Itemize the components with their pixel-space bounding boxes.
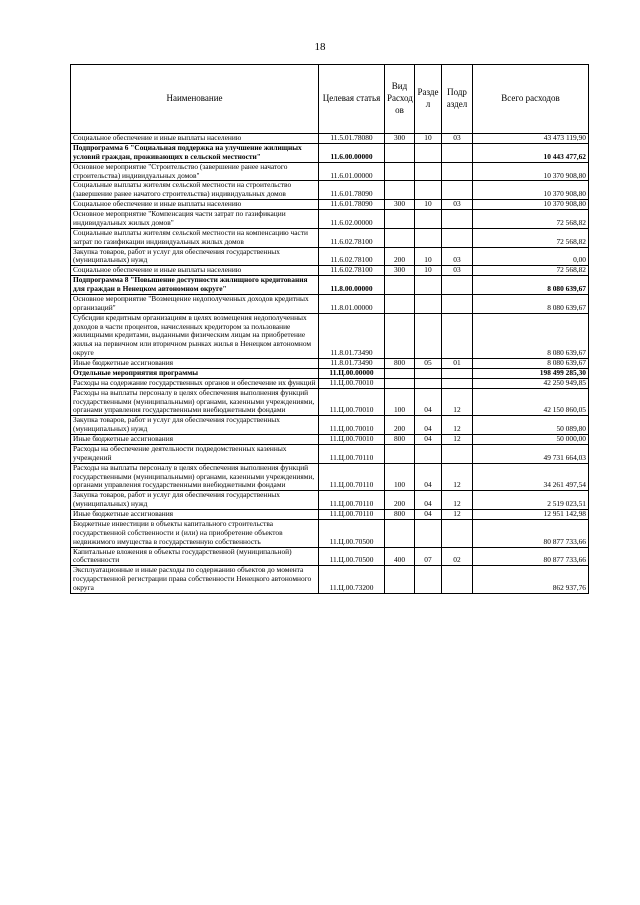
row-expense-type <box>385 378 415 388</box>
row-target-item: 11.Ц.00.70500 <box>319 519 385 547</box>
row-target-item: 11.6.02.00000 <box>319 210 385 229</box>
row-section <box>415 519 442 547</box>
row-target-item: 11.Ц.00.00000 <box>319 368 385 378</box>
row-target-item: 11.6.00.00000 <box>319 143 385 162</box>
row-name: Эксплуатационные и иные расходы по содержанию объектов до момента государственной регистрации права собственности Ненецкого автономного округа <box>71 566 319 594</box>
row-expense-type <box>385 566 415 594</box>
row-expense-type: 200 <box>385 491 415 510</box>
row-total: 80 877 733,66 <box>473 547 589 566</box>
row-expense-type <box>385 276 415 295</box>
header-section: Разде л <box>415 65 442 134</box>
row-name: Подпрограмма 6 "Социальная поддержка на улучшение жилищных условий граждан, проживающих в сельской местности" <box>71 143 319 162</box>
table-row <box>71 143 589 162</box>
row-subsection <box>442 162 473 181</box>
table-row <box>71 368 589 378</box>
table-body <box>71 134 589 594</box>
row-subsection <box>442 210 473 229</box>
row-section: 10 <box>415 266 442 276</box>
row-subsection: 01 <box>442 359 473 369</box>
row-expense-type: 200 <box>385 247 415 266</box>
row-section: 04 <box>415 463 442 491</box>
row-target-item: 11.6.02.78100 <box>319 247 385 266</box>
row-name: Социальное обеспечение и иные выплаты населению <box>71 134 319 144</box>
row-total: 72 568,82 <box>473 266 589 276</box>
row-target-item: 11.Ц.00.70010 <box>319 435 385 445</box>
row-total: 50 000,00 <box>473 435 589 445</box>
row-name: Расходы на выплаты персоналу в целях обеспечения выполнения функций государственными (муниципальными) органами, казенными учреждениями, органами управления государственными внебюджетными фондами <box>71 388 319 416</box>
row-expense-type: 200 <box>385 416 415 435</box>
row-target-item: 11.8.00.00000 <box>319 276 385 295</box>
row-total: 50 089,80 <box>473 416 589 435</box>
row-name: Расходы на содержание государственных органов и обеспечение их функций <box>71 378 319 388</box>
row-name: Отдельные мероприятия программы <box>71 368 319 378</box>
table-row <box>71 313 589 358</box>
table-row <box>71 378 589 388</box>
row-target-item: 11.Ц.00.73200 <box>319 566 385 594</box>
row-subsection <box>442 519 473 547</box>
table-row <box>71 566 589 594</box>
table-row <box>71 547 589 566</box>
row-expense-type <box>385 444 415 463</box>
row-total: 34 261 497,54 <box>473 463 589 491</box>
row-section <box>415 162 442 181</box>
row-expense-type: 300 <box>385 200 415 210</box>
row-target-item: 11.8.01.73490 <box>319 359 385 369</box>
row-subsection <box>442 313 473 358</box>
row-target-item: 11.Ц.00.70010 <box>319 378 385 388</box>
table-row <box>71 228 589 247</box>
row-subsection <box>442 444 473 463</box>
row-total: 0,00 <box>473 247 589 266</box>
row-name: Закупка товаров, работ и услуг для обеспечения государственных (муниципальных) нужд <box>71 247 319 266</box>
header-total: Всего расходов <box>473 65 589 134</box>
table-row <box>71 463 589 491</box>
row-target-item: 11.8.01.73490 <box>319 313 385 358</box>
row-name: Основное мероприятие "Строительство (завершение ранее начатого строительства) индивидуальных домов" <box>71 162 319 181</box>
page-number: 18 <box>314 41 326 53</box>
table-row <box>71 444 589 463</box>
table-row <box>71 388 589 416</box>
row-section <box>415 276 442 295</box>
row-name: Иные бюджетные ассигнования <box>71 359 319 369</box>
row-section <box>415 313 442 358</box>
row-section: 04 <box>415 416 442 435</box>
row-target-item: 11.Ц.00.70110 <box>319 463 385 491</box>
table-row <box>71 266 589 276</box>
row-section: 10 <box>415 200 442 210</box>
row-total: 10 370 908,80 <box>473 181 589 200</box>
row-target-item: 11.Ц.00.70110 <box>319 510 385 520</box>
row-expense-type <box>385 313 415 358</box>
row-subsection: 12 <box>442 416 473 435</box>
row-expense-type <box>385 210 415 229</box>
row-section <box>415 181 442 200</box>
row-subsection: 12 <box>442 388 473 416</box>
row-total: 862 937,76 <box>473 566 589 594</box>
row-expense-type: 300 <box>385 134 415 144</box>
row-name: Социальные выплаты жителям сельской местности на строительство (завершение ранее начатого строительства) индивидуальных домов <box>71 181 319 200</box>
row-total: 10 370 908,80 <box>473 200 589 210</box>
row-target-item: 11.5.01.78080 <box>319 134 385 144</box>
table-row <box>71 162 589 181</box>
table-row <box>71 181 589 200</box>
row-subsection <box>442 181 473 200</box>
row-subsection: 03 <box>442 266 473 276</box>
row-expense-type <box>385 162 415 181</box>
row-target-item: 11.6.01.78090 <box>319 181 385 200</box>
row-subsection: 12 <box>442 435 473 445</box>
row-subsection <box>442 566 473 594</box>
row-subsection: 12 <box>442 491 473 510</box>
table-row <box>71 210 589 229</box>
row-subsection: 12 <box>442 463 473 491</box>
row-section: 04 <box>415 510 442 520</box>
row-name: Подпрограмма 8 "Повышение доступности жилищного кредитования для граждан в Ненецком автономном округе" <box>71 276 319 295</box>
row-name: Капитальные вложения в объекты государственной (муниципальной) собственности <box>71 547 319 566</box>
row-subsection <box>442 368 473 378</box>
row-section: 04 <box>415 491 442 510</box>
row-target-item: 11.Ц.00.70010 <box>319 416 385 435</box>
row-target-item: 11.6.01.78090 <box>319 200 385 210</box>
row-subsection: 03 <box>442 247 473 266</box>
row-total: 12 951 142,98 <box>473 510 589 520</box>
row-target-item: 11.Ц.00.70500 <box>319 547 385 566</box>
table-row <box>71 435 589 445</box>
header-target-item: Целевая статья <box>319 65 385 134</box>
row-expense-type <box>385 294 415 313</box>
row-expense-type: 400 <box>385 547 415 566</box>
row-expense-type: 300 <box>385 266 415 276</box>
row-expense-type <box>385 519 415 547</box>
row-section <box>415 444 442 463</box>
row-expense-type: 100 <box>385 463 415 491</box>
row-section: 04 <box>415 388 442 416</box>
row-name: Социальное обеспечение и иные выплаты населению <box>71 266 319 276</box>
row-subsection <box>442 143 473 162</box>
row-total: 42 150 860,05 <box>473 388 589 416</box>
row-name: Иные бюджетные ассигнования <box>71 510 319 520</box>
row-subsection: 03 <box>442 200 473 210</box>
row-section: 05 <box>415 359 442 369</box>
row-expense-type: 100 <box>385 388 415 416</box>
row-total: 8 080 639,67 <box>473 313 589 358</box>
row-subsection: 12 <box>442 510 473 520</box>
row-name: Иные бюджетные ассигнования <box>71 435 319 445</box>
row-section <box>415 210 442 229</box>
row-subsection <box>442 294 473 313</box>
row-expense-type <box>385 181 415 200</box>
row-total: 10 443 477,62 <box>473 143 589 162</box>
row-section <box>415 368 442 378</box>
table-row <box>71 416 589 435</box>
header-expense-type: Вид Расход ов <box>385 65 415 134</box>
row-target-item: 11.6.01.00000 <box>319 162 385 181</box>
table-row <box>71 359 589 369</box>
row-total: 49 731 664,03 <box>473 444 589 463</box>
table-row <box>71 519 589 547</box>
row-total: 2 519 023,51 <box>473 491 589 510</box>
row-section: 10 <box>415 134 442 144</box>
table-row <box>71 491 589 510</box>
row-expense-type: 800 <box>385 435 415 445</box>
row-name: Основное мероприятие "Возмещение недополученных доходов кредитных организаций" <box>71 294 319 313</box>
row-subsection <box>442 228 473 247</box>
row-total: 43 473 119,90 <box>473 134 589 144</box>
row-subsection <box>442 378 473 388</box>
row-section <box>415 378 442 388</box>
row-section: 04 <box>415 435 442 445</box>
row-target-item: 11.6.02.78100 <box>319 266 385 276</box>
row-expense-type <box>385 228 415 247</box>
row-subsection <box>442 276 473 295</box>
row-name: Социальное обеспечение и иные выплаты населению <box>71 200 319 210</box>
row-subsection: 02 <box>442 547 473 566</box>
row-target-item: 11.Ц.00.70110 <box>319 444 385 463</box>
row-total: 72 568,82 <box>473 228 589 247</box>
table-row <box>71 294 589 313</box>
table-row <box>71 276 589 295</box>
table-header-row <box>71 65 589 134</box>
row-section <box>415 143 442 162</box>
row-target-item: 11.Ц.00.70110 <box>319 491 385 510</box>
row-expense-type: 800 <box>385 510 415 520</box>
row-total: 8 080 639,67 <box>473 359 589 369</box>
row-name: Закупка товаров, работ и услуг для обеспечения государственных (муниципальных) нужд <box>71 491 319 510</box>
row-name: Расходы на обеспечение деятельности подведомственных казенных учреждений <box>71 444 319 463</box>
row-name: Бюджетные инвестиции в объекты капитального строительства государственной собственности и (или) на приобретение объектов недвижимого имущества в государственную собственность <box>71 519 319 547</box>
row-subsection: 03 <box>442 134 473 144</box>
budget-expenditure-table <box>70 64 589 594</box>
row-section <box>415 294 442 313</box>
row-name: Социальные выплаты жителям сельской местности на компенсацию части затрат по газификации индивидуальных жилых домов <box>71 228 319 247</box>
row-name: Закупка товаров, работ и услуг для обеспечения государственных (муниципальных) нужд <box>71 416 319 435</box>
row-expense-type <box>385 368 415 378</box>
row-total: 10 370 908,80 <box>473 162 589 181</box>
row-name: Основное мероприятие "Компенсация части затрат по газификации индивидуальных жилых домов" <box>71 210 319 229</box>
row-section: 10 <box>415 247 442 266</box>
row-target-item: 11.6.02.78100 <box>319 228 385 247</box>
row-total: 8 080 639,67 <box>473 294 589 313</box>
row-expense-type <box>385 143 415 162</box>
row-name: Субсидии кредитным организациям в целях возмещения недополученных доходов в части процентов, начисленных кредитором за пользование жилищными кредитами, выданными физическим лицам на приобретение жилья на первичном или вторичном рынках жилья в Ненецком автономном округе <box>71 313 319 358</box>
row-section <box>415 228 442 247</box>
header-subsection: Подр аздел <box>442 65 473 134</box>
row-target-item: 11.8.01.00000 <box>319 294 385 313</box>
row-total: 198 499 285,30 <box>473 368 589 378</box>
row-section: 07 <box>415 547 442 566</box>
table-row <box>71 200 589 210</box>
row-total: 80 877 733,66 <box>473 519 589 547</box>
row-section <box>415 566 442 594</box>
table-row <box>71 510 589 520</box>
row-target-item: 11.Ц.00.70010 <box>319 388 385 416</box>
row-name: Расходы на выплаты персоналу в целях обеспечения выполнения функций государственными (муниципальными) органами, казенными учреждениями, органами управления государственными внебюджетными фондами <box>71 463 319 491</box>
table-row <box>71 247 589 266</box>
row-total: 42 250 949,85 <box>473 378 589 388</box>
table-row <box>71 134 589 144</box>
row-total: 8 080 639,67 <box>473 276 589 295</box>
row-total: 72 568,82 <box>473 210 589 229</box>
row-expense-type: 800 <box>385 359 415 369</box>
header-name: Наименование <box>71 65 319 134</box>
